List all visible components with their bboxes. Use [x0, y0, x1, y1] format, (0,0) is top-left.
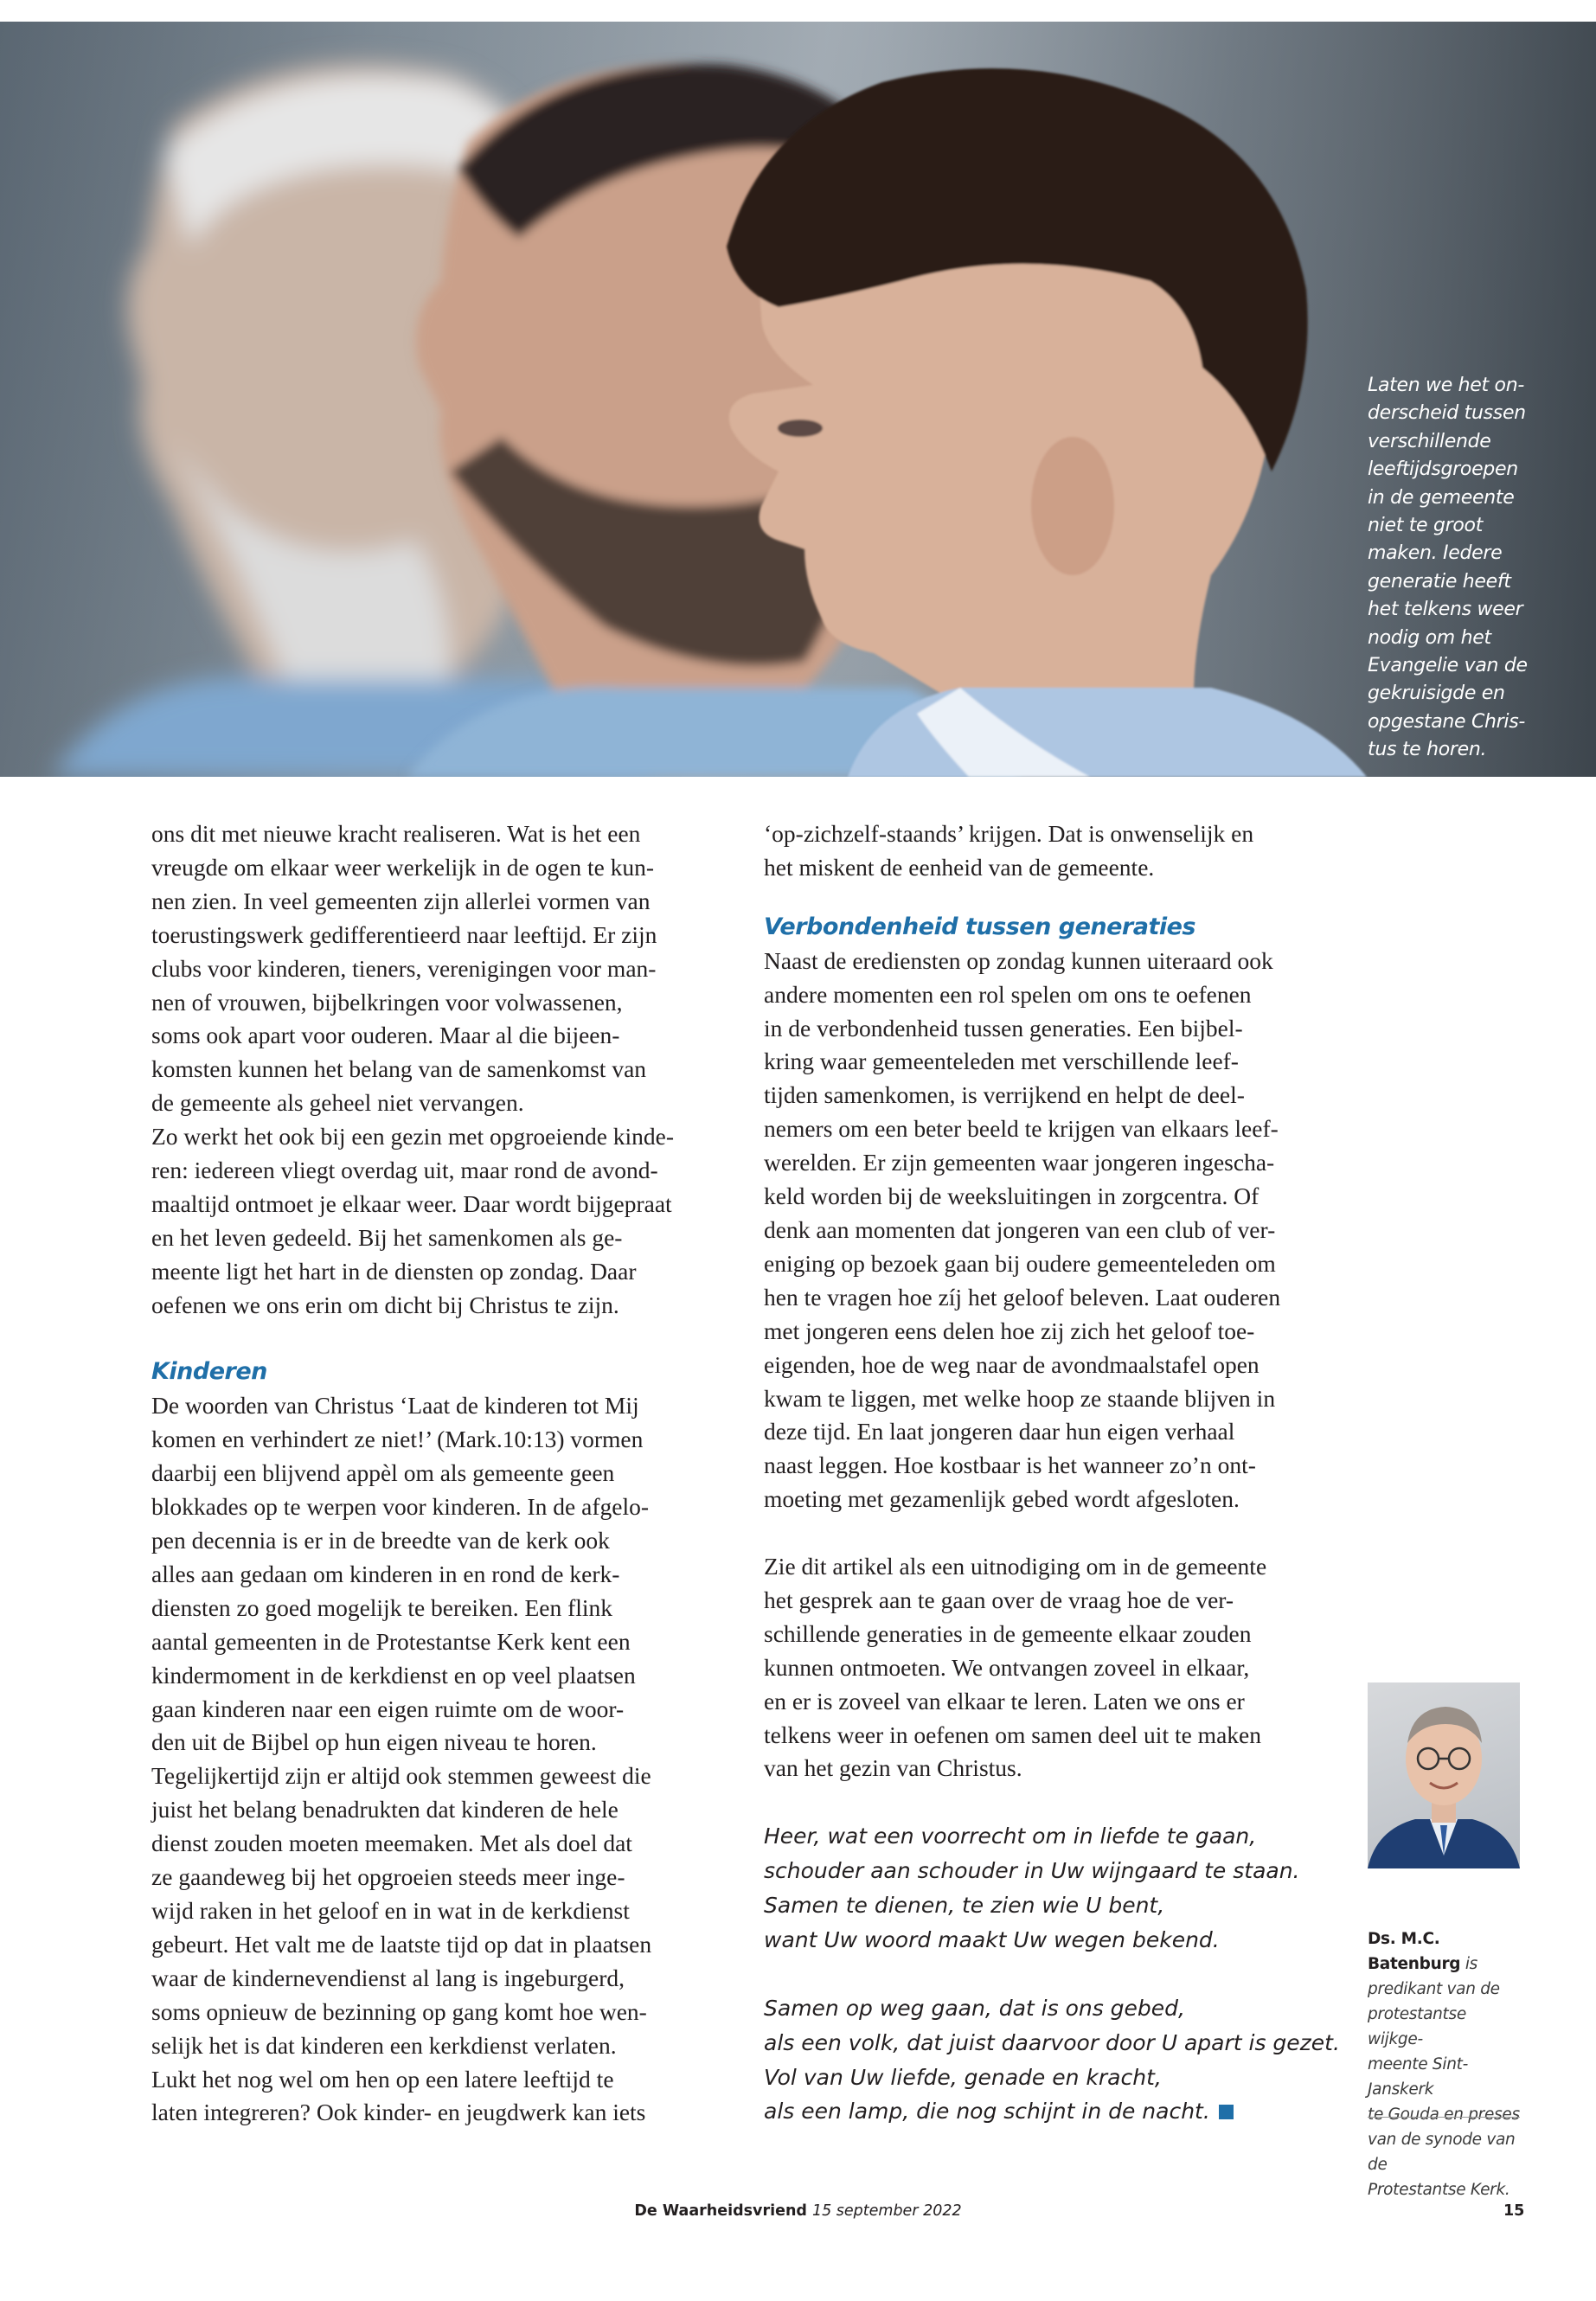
author-description: is predikant van de protestantse wijkge- meente Sint-Janskerk te Gouda en preses van de synode van de Protestantse Kerk. [1368, 1955, 1520, 2199]
poem-stanza: Samen op weg gaan, dat is ons gebed, als een volk, dat juist daarvoor door U apart is gezet. Vol van Uw liefde, genade en kracht, als een lamp, die nog schijnt in de nacht. [764, 1995, 1340, 2125]
author-name: Ds. M.C. Batenburg [1368, 1930, 1461, 1973]
three-generations-illustration [0, 22, 1596, 777]
author-divider [1368, 2117, 1520, 2118]
poem-stanza: Heer, wat een voorrecht om in liefde te gaan, schouder aan schouder in Uw wijngaard te staan. Samen te dienen, te zien wie U bent, want Uw woord maakt Uw wegen bekend. [764, 1823, 1300, 1952]
paragraph-gap [764, 1958, 1352, 1991]
section-heading-kinderen: Kinderen [151, 1358, 267, 1386]
paragraph: De woorden van Christus ‘Laat de kinderen tot Mij komen en verhindert ze niet!’ (Mark.10:13) vormen daarbij een blijvend appèl om als gemeente geen blokkades op te werpen voor kinderen. In de afgelo- pen decennia is er in de breedte van de kerk ook alles aan gedaan om kinderen in en rond de kerk- diensten zo goed mogelijk te bereiken. Een flink aantal gemeenten in de Protestantse Kerk kent een kindermoment in de kerkdienst en op veel plaatsen gaan kinderen naar een eigen ruimte om de woor- den uit de Bijbel op hun eigen niveau te horen. Tegelijkertijd zijn er altijd ook stemmen geweest die juist het belang benadrukten dat kinderen de hele dienst zouden moeten meemaken. Met als doel dat ze gaandeweg bij het opgroeien steeds meer inge- wijd raken in het geloof en in wat in de kerkdienst gebeurt. Het valt me de laatste tijd op dat in plaatsen waar de kindernevendienst al lang is ingeburgerd, soms opnieuw de bezinning op gang komt hoe wen- selijk het is dat kinderen een kerkdienst verlaten. Lukt het nog wel om hen op een latere leeftijd te laten integreren? Ook kinder- en jeugdwerk kan iets [151, 1392, 652, 2126]
author-portrait [1368, 1682, 1520, 1868]
paragraph: Naast de erediensten op zondag kunnen uiteraard ook andere momenten een rol spelen om ons te oefenen in de verbondenheid tussen generaties. Een bijbel- kring waar gemeenteleden met verschillende leef- tijden samenkomen, is verrijkend en helpt de deel- nemers om een beter beeld te krijgen van elkaars leef- werelden. Er zijn gemeenten waar jongeren ingescha- keld worden bij de weeksluitingen in zorgcentra. Of denk aan momenten dat jongeren van een club of ver- eniging op bezoek gaan bij oudere gemeenteleden om hen te vragen hoe zíj het geloof beleven. Laat ouderen met jongeren eens delen hoe zij zich het geloof toe- eigenden, hoe de weg naar de avondmaalstafel open kwam te liggen, met welke hoop ze staande blijven in deze tijd. En laat jongeren daar hun eigen verhaal naast leggen. Hoe kostbaar is het wanneer zo’n ont- moeting met gezamenlijk gebed wordt afgesloten. [764, 946, 1281, 1513]
page-footer [0, 2202, 1596, 2220]
paragraph-gap [764, 1785, 1352, 1819]
article-column-left [151, 817, 740, 2130]
page-number: 15 [1503, 2202, 1525, 2220]
end-mark-icon [1219, 2105, 1234, 2119]
section-heading-verbondenheid: Verbondenheid tussen generaties [764, 913, 1195, 940]
header-photo [0, 22, 1596, 777]
paragraph-gap [764, 1516, 1352, 1550]
paragraph: ‘op-zichzelf-staands’ krijgen. Dat is onwenselijk en het miskent de eenheid van de gemeente. [764, 820, 1254, 881]
paragraph-gap [151, 1323, 740, 1356]
publication-date: 15 september 2022 [811, 2202, 962, 2220]
paragraph: Zie dit artikel als een uitnodiging om in de gemeente het gesprek aan te gaan over de vraag hoe de ver- schillende generaties in de gemeente elkaar zouden kunnen ontmoeten. We ontvangen zoveel in elkaar, en er is zoveel van elkaar te leren. Laten we ons er telkens weer in oefenen om samen deel uit te maken van het gezin van Christus. [764, 1553, 1267, 1782]
paragraph: Zo werkt het ook bij een gezin met opgroeiende kinde- ren: iedereen vliegt overdag uit, maar rond de avond- maaltijd ontmoet je elkaar weer. Daar wordt bijgepraat en het leven gedeeld. Bij het samenkomen als ge- meente ligt het hart in de diensten op zondag. Daar oefenen we ons erin om dicht bij Christus te zijn. [151, 1123, 675, 1318]
author-portrait-illustration [1368, 1682, 1520, 1868]
paragraph: ons dit met nieuwe kracht realiseren. Wat is het een vreugde om elkaar weer werkelijk in de ogen te kun- nen zien. In veel gemeenten zijn allerlei vormen van toerustingswerk gedifferentieerd naar leeftijd. Er zijn clubs voor kinderen, tieners, verenigingen voor man- nen of vrouwen, bijbelkringen voor volwassenen, soms ook apart voor ouderen. Maar al die bijeen- komsten kunnen het belang van de samenkomst van de gemeente als geheel niet vervangen. [151, 820, 657, 1117]
publication-name: De Waarheidsvriend [634, 2202, 807, 2220]
paragraph-gap [764, 885, 1352, 911]
author-bio [1368, 1926, 1523, 2202]
photo-caption: Laten we het on- derscheid tussen verschillende leeftijdsgroepen in de gemeente niet te groot maken. Iedere generatie heeft het telkens weer nodig om het Evangelie van de gekruisigde en opgestane Chris- tus te horen. [1368, 375, 1528, 761]
article-column-right [764, 817, 1352, 2129]
